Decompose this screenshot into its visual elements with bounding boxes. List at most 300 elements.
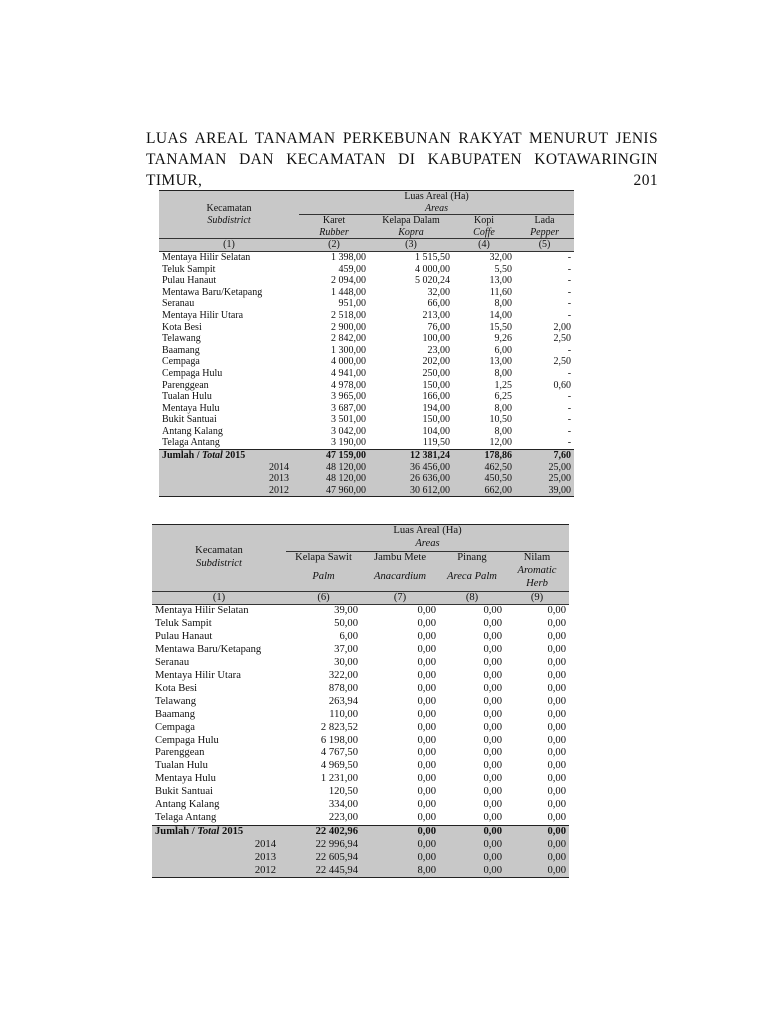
year-row (152, 852, 569, 865)
year-value: 0,00 (505, 852, 569, 865)
cell-value: 0,00 (547, 695, 566, 707)
cell-value: 6,00 (494, 344, 512, 356)
column-header-en: Anacardium (361, 565, 439, 591)
cell-value: 0,00 (417, 657, 436, 669)
cell-value: 0,00 (483, 644, 502, 656)
cell-value: 0,00 (417, 799, 436, 811)
subdistrict-name: Mentaya Hilir Selatan (152, 605, 286, 618)
cell-value: 0,00 (505, 605, 569, 618)
year-value: 26 636,00 (369, 473, 453, 485)
year-value: 25,00 (515, 473, 574, 485)
total-value: 0,00 (439, 825, 505, 838)
cell-value: 0,00 (547, 669, 566, 681)
column-header-en: Coffe (453, 227, 515, 239)
subdistrict-name: Cempaga Hulu (162, 367, 223, 379)
cell-value: 50,00 (334, 618, 358, 630)
subdistrict-name: Tualan Hulu (155, 760, 208, 772)
cell-value: 6,00 (339, 631, 358, 643)
year-label: 2012 (152, 865, 286, 878)
cell-value: 37,00 (334, 644, 358, 656)
year-label: 2014 (159, 462, 299, 474)
cell-value: 0,00 (483, 734, 502, 746)
cell-value: 0,00 (547, 786, 566, 798)
table-row (159, 380, 574, 392)
subdistrict-name: Baamang (162, 344, 200, 356)
cell-value: 213,00 (422, 309, 450, 321)
header-group-title: Luas Areal (Ha) (404, 191, 469, 202)
cell-value: 322,00 (328, 669, 358, 681)
table-row (152, 786, 569, 799)
table-row (159, 426, 574, 438)
total-row (159, 450, 574, 462)
cell-value: 0,00 (483, 631, 502, 643)
cell-value: 0,00 (547, 760, 566, 772)
cell-value: 878,00 (328, 682, 358, 694)
cell-value: - (567, 425, 572, 437)
column-header: Kelapa Sawit (286, 551, 361, 564)
total-value: 7,60 (515, 450, 574, 462)
cell-value: 66,00 (427, 298, 450, 310)
header-kecamatan: Kecamatan (195, 544, 243, 556)
header-group-areas: Areas (415, 537, 440, 549)
year-value: 8,00 (361, 865, 439, 878)
year-value: 0,00 (361, 839, 439, 852)
column-header-en: Palm (286, 565, 361, 591)
year-value: 0,00 (361, 852, 439, 865)
subdistrict-name: Mentawa Baru/Ketapang (155, 644, 262, 656)
subdistrict-name: Telawang (162, 333, 201, 345)
subdistrict-name: Telawang (155, 695, 197, 707)
cell-value: 0,00 (417, 669, 436, 681)
column-number: (3) (369, 239, 453, 252)
cell-value: 0,00 (547, 644, 566, 656)
column-number: (9) (505, 591, 569, 605)
cell-value: - (567, 344, 572, 356)
header-group-title: Luas Areal (Ha) (393, 525, 462, 536)
cell-value: 8,00 (494, 298, 512, 310)
total-row (152, 825, 569, 838)
column-number: (1) (159, 239, 299, 252)
year-row (152, 865, 569, 878)
year-row (159, 462, 574, 474)
total-value: 0,00 (361, 825, 439, 838)
table-palm-anacardium-areca-herb (152, 524, 569, 878)
title-year: 201 (633, 172, 658, 189)
column-header: Kopi (453, 215, 515, 227)
cell-value: 4 767,50 (320, 747, 358, 759)
cell-value: 250,00 (422, 367, 450, 379)
column-header: Kelapa Dalam (369, 215, 453, 227)
column-header-en: Areca Palm (439, 565, 505, 591)
cell-value: 23,00 (427, 344, 450, 356)
cell-value: 4 000,00 (331, 356, 366, 368)
subdistrict-name: Kota Besi (155, 682, 198, 694)
column-header-en: Rubber (299, 227, 369, 239)
total-label (159, 450, 299, 462)
cell-value: - (567, 391, 572, 403)
title-line-3 (146, 170, 658, 191)
cell-value: - (515, 251, 574, 263)
cell-value: 459,00 (338, 263, 366, 275)
cell-value: 2 842,00 (331, 333, 366, 345)
subdistrict-name: Antang Kalang (155, 799, 220, 811)
cell-value: 0,00 (547, 811, 566, 823)
table-row (152, 631, 569, 644)
table-row (159, 356, 574, 368)
cell-value: 0,00 (547, 618, 566, 630)
year-value: 462,50 (453, 462, 515, 474)
header-subdistrict-en: Subdistrict (196, 557, 242, 569)
cell-value: 194,00 (422, 402, 450, 414)
subdistrict-name: Telaga Antang (155, 811, 217, 823)
total-value: 47 159,00 (299, 450, 369, 462)
cell-value: 0,00 (417, 760, 436, 772)
cell-value: 0,00 (547, 799, 566, 811)
year-value: 30 612,00 (369, 485, 453, 497)
year-label: 2013 (159, 473, 299, 485)
cell-value: 0,00 (483, 669, 502, 681)
cell-value: 0,00 (547, 708, 566, 720)
table-row (159, 310, 574, 322)
year-value: 48 120,00 (299, 462, 369, 474)
cell-value: 110,00 (329, 708, 358, 720)
cell-value: 3 190,00 (331, 437, 366, 449)
table-row (152, 760, 569, 773)
table-row (159, 264, 574, 276)
cell-value: - (567, 437, 572, 449)
year-value: 36 456,00 (369, 462, 453, 474)
table-row (159, 298, 574, 310)
total-label-c: 2015 (219, 825, 244, 837)
table-row (152, 812, 569, 825)
year-value: 39,00 (515, 485, 574, 497)
subdistrict-name: Kota Besi (162, 321, 202, 333)
year-value: 0,00 (505, 839, 569, 852)
cell-value: - (567, 298, 572, 310)
total-label-b: Total (197, 825, 220, 837)
column-header: Jambu Mete (361, 551, 439, 564)
cell-value: 0,00 (547, 721, 566, 733)
table-row (159, 345, 574, 357)
cell-value: 0,00 (483, 657, 502, 669)
cell-value: 4 969,50 (320, 760, 358, 772)
table-row (152, 605, 569, 618)
cell-value: 1 398,00 (299, 251, 369, 263)
cell-value: 11,60 (489, 286, 512, 298)
cell-value: 32,00 (427, 286, 450, 298)
year-label: 2014 (152, 839, 286, 852)
subdistrict-name: Parenggean (162, 379, 209, 391)
table-row (152, 657, 569, 670)
title-line-1: LUAS AREAL TANAMAN PERKEBUNAN RAKYAT MENURUT JENIS (146, 130, 658, 147)
cell-value: 104,00 (422, 425, 450, 437)
year-value: 22 445,94 (286, 865, 361, 878)
cell-value: 0,00 (417, 747, 436, 759)
subdistrict-name: Tualan Hulu (162, 391, 212, 403)
cell-value: 1 231,00 (320, 773, 358, 785)
cell-value: 0,00 (483, 773, 502, 785)
cell-value: 0,00 (547, 682, 566, 694)
cell-value: 12,00 (489, 437, 512, 449)
subdistrict-name: Parenggean (155, 747, 205, 759)
cell-value: 119,50 (422, 437, 450, 449)
cell-value: 8,00 (494, 367, 512, 379)
cell-value: 30,00 (334, 657, 358, 669)
cell-value: 1 515,50 (369, 251, 453, 263)
column-header: Lada (515, 215, 574, 227)
cell-value: 951,00 (338, 298, 366, 310)
year-value: 47 960,00 (299, 485, 369, 497)
subdistrict-name: Teluk Sampit (155, 618, 212, 630)
subdistrict-name: Mentawa Baru/Ketapang (162, 286, 263, 298)
cell-value: 0,00 (417, 811, 436, 823)
cell-value: 0,00 (483, 721, 502, 733)
cell-value: 0,00 (417, 721, 436, 733)
cell-value: 15,50 (489, 321, 512, 333)
cell-value: 4 000,00 (415, 263, 450, 275)
subdistrict-name: Mentaya Hilir Selatan (159, 251, 299, 263)
column-number-row (159, 239, 574, 252)
cell-value: 6,25 (494, 391, 512, 403)
column-header: Pinang (439, 551, 505, 564)
cell-value: 5 020,24 (415, 275, 450, 287)
total-label-b: Total (202, 450, 223, 462)
cell-value: 0,00 (417, 695, 436, 707)
cell-value: 1,25 (494, 379, 512, 391)
column-number: (5) (515, 239, 574, 252)
title-line-2: TANAMAN DAN KECAMATAN DI KABUPATEN KOTAWARINGIN (146, 151, 658, 168)
year-row (159, 485, 574, 497)
cell-value: 0,60 (553, 379, 572, 391)
cell-value: 4 941,00 (331, 367, 366, 379)
cell-value: 2,00 (553, 321, 572, 333)
cell-value: 4 978,00 (331, 379, 366, 391)
table-row (159, 322, 574, 334)
cell-value: - (567, 402, 572, 414)
column-number: (8) (439, 591, 505, 605)
total-value: 12 381,24 (369, 450, 453, 462)
table-row (159, 251, 574, 263)
column-number: (7) (361, 591, 439, 605)
cell-value: 0,00 (483, 708, 502, 720)
cell-value: 0,00 (417, 734, 436, 746)
cell-value: 0,00 (439, 605, 505, 618)
header-row (152, 525, 569, 552)
cell-value: 100,00 (422, 333, 450, 345)
cell-value: 8,00 (494, 425, 512, 437)
cell-value: 150,00 (422, 379, 450, 391)
total-label-a: Jumlah / (155, 825, 198, 837)
year-value: 22 996,94 (286, 839, 361, 852)
table-row (152, 799, 569, 812)
cell-value: 0,00 (417, 682, 436, 694)
year-value: 662,00 (453, 485, 515, 497)
header-subdistrict-en: Subdistrict (207, 214, 251, 226)
cell-value: - (567, 263, 572, 275)
cell-value: 6 198,00 (320, 734, 358, 746)
table-row (152, 644, 569, 657)
table-row (152, 722, 569, 735)
table-row (159, 333, 574, 345)
cell-value: 13,00 (489, 356, 512, 368)
subdistrict-name: Mentaya Hulu (162, 402, 220, 414)
cell-value: 0,00 (483, 811, 502, 823)
year-row (159, 473, 574, 485)
document-title (146, 128, 658, 191)
title-line-3-text: TIMUR, (146, 172, 203, 189)
subdistrict-name: Pulau Hanaut (155, 631, 213, 643)
header-row (159, 191, 574, 215)
cell-value: 3 501,00 (331, 414, 366, 426)
subdistrict-name: Mentaya Hulu (155, 773, 216, 785)
cell-value: 0,00 (417, 786, 436, 798)
table-rubber-coconut-coffee-pepper (159, 190, 574, 497)
table-row (159, 403, 574, 415)
subdistrict-name: Bukit Santuai (155, 786, 213, 798)
table-row (159, 368, 574, 380)
table-row (159, 275, 574, 287)
subdistrict-name: Seranau (155, 657, 190, 669)
cell-value: 0,00 (417, 773, 436, 785)
table-row (159, 391, 574, 403)
cell-value: 2 900,00 (331, 321, 366, 333)
table-row (152, 670, 569, 683)
header-luas-areal (286, 525, 569, 552)
cell-value: 0,00 (547, 657, 566, 669)
header-subdistrict (152, 525, 286, 592)
table-row (152, 735, 569, 748)
cell-value: 76,00 (427, 321, 450, 333)
cell-value: 0,00 (483, 695, 502, 707)
cell-value: 0,00 (547, 631, 566, 643)
table-row (152, 696, 569, 709)
year-row (152, 839, 569, 852)
cell-value: 2 094,00 (331, 275, 366, 287)
subdistrict-name: Bukit Santuai (162, 414, 217, 426)
column-number: (6) (286, 591, 361, 605)
column-header: Karet (299, 215, 369, 227)
cell-value: 223,00 (328, 811, 358, 823)
total-value: 22 402,96 (286, 825, 361, 838)
subdistrict-name: Teluk Sampit (162, 263, 216, 275)
cell-value: 0,00 (361, 605, 439, 618)
subdistrict-name: Telaga Antang (162, 437, 220, 449)
cell-value: 0,00 (417, 618, 436, 630)
table-row (159, 437, 574, 449)
year-value: 0,00 (439, 852, 505, 865)
year-value: 0,00 (439, 865, 505, 878)
cell-value: 3 965,00 (331, 391, 366, 403)
cell-value: - (567, 286, 572, 298)
table-row (159, 287, 574, 299)
cell-value: 334,00 (328, 799, 358, 811)
cell-value: 0,00 (417, 708, 436, 720)
cell-value: 9,26 (494, 333, 512, 345)
header-kecamatan: Kecamatan (206, 203, 252, 215)
cell-value: 202,00 (422, 356, 450, 368)
column-number-row (152, 591, 569, 605)
cell-value: 120,50 (328, 786, 358, 798)
subdistrict-name: Seranau (162, 298, 195, 310)
total-value: 178,86 (453, 450, 515, 462)
cell-value: 3 687,00 (331, 402, 366, 414)
cell-value: 0,00 (417, 631, 436, 643)
subdistrict-name: Mentaya Hilir Utara (162, 309, 244, 321)
cell-value: 13,00 (489, 275, 512, 287)
year-value: 0,00 (439, 839, 505, 852)
table-row (152, 618, 569, 631)
cell-value: 2,50 (553, 356, 572, 368)
cell-value: 0,00 (547, 773, 566, 785)
cell-value: 2 518,00 (331, 309, 366, 321)
cell-value: 0,00 (417, 644, 436, 656)
cell-value: 1 300,00 (331, 344, 366, 356)
subdistrict-name: Mentaya Hilir Utara (155, 669, 241, 681)
cell-value: 2 823,52 (320, 721, 358, 733)
table-row (152, 709, 569, 722)
cell-value: 0,00 (483, 786, 502, 798)
header-luas-areal (299, 191, 574, 215)
header-group-areas: Areas (425, 202, 448, 214)
cell-value: 0,00 (483, 760, 502, 772)
total-value: 0,00 (505, 825, 569, 838)
cell-value: 263,94 (328, 695, 358, 707)
cell-value: - (567, 367, 572, 379)
column-header-en: Aromatic Herb (505, 565, 569, 591)
cell-value: - (567, 309, 572, 321)
subdistrict-name: Cempaga Hulu (155, 734, 219, 746)
table-row (152, 683, 569, 696)
cell-value: 14,00 (489, 309, 512, 321)
table-row (152, 773, 569, 786)
subdistrict-name: Cempaga (162, 356, 200, 368)
cell-value: 8,00 (494, 402, 512, 414)
column-number: (2) (299, 239, 369, 252)
cell-value: 166,00 (422, 391, 450, 403)
year-value: 0,00 (505, 865, 569, 878)
cell-value: 39,00 (286, 605, 361, 618)
cell-value: 32,00 (453, 251, 515, 263)
cell-value: - (567, 275, 572, 287)
column-header-en: Pepper (515, 227, 574, 239)
cell-value: 0,00 (483, 682, 502, 694)
cell-value: 0,00 (547, 747, 566, 759)
total-label-a: Jumlah / (162, 450, 203, 462)
column-number: (4) (453, 239, 515, 252)
year-label: 2012 (159, 485, 299, 497)
total-label (152, 825, 286, 838)
cell-value: 10,50 (489, 414, 512, 426)
cell-value: 150,00 (422, 414, 450, 426)
column-header: Nilam (505, 551, 569, 564)
subdistrict-name: Baamang (155, 708, 196, 720)
column-header-en: Kopra (369, 227, 453, 239)
cell-value: 0,00 (547, 734, 566, 746)
subdistrict-name: Antang Kalang (162, 425, 223, 437)
column-number: (1) (152, 591, 286, 605)
cell-value: 0,00 (483, 618, 502, 630)
cell-value: 0,00 (483, 747, 502, 759)
year-label: 2013 (152, 852, 286, 865)
subdistrict-name: Pulau Hanaut (162, 275, 217, 287)
table-row (159, 414, 574, 426)
cell-value: - (567, 414, 572, 426)
cell-value: 2,50 (553, 333, 572, 345)
cell-value: 3 042,00 (331, 425, 366, 437)
cell-value: 5,50 (494, 263, 512, 275)
table-row (152, 747, 569, 760)
header-subdistrict (159, 191, 299, 239)
